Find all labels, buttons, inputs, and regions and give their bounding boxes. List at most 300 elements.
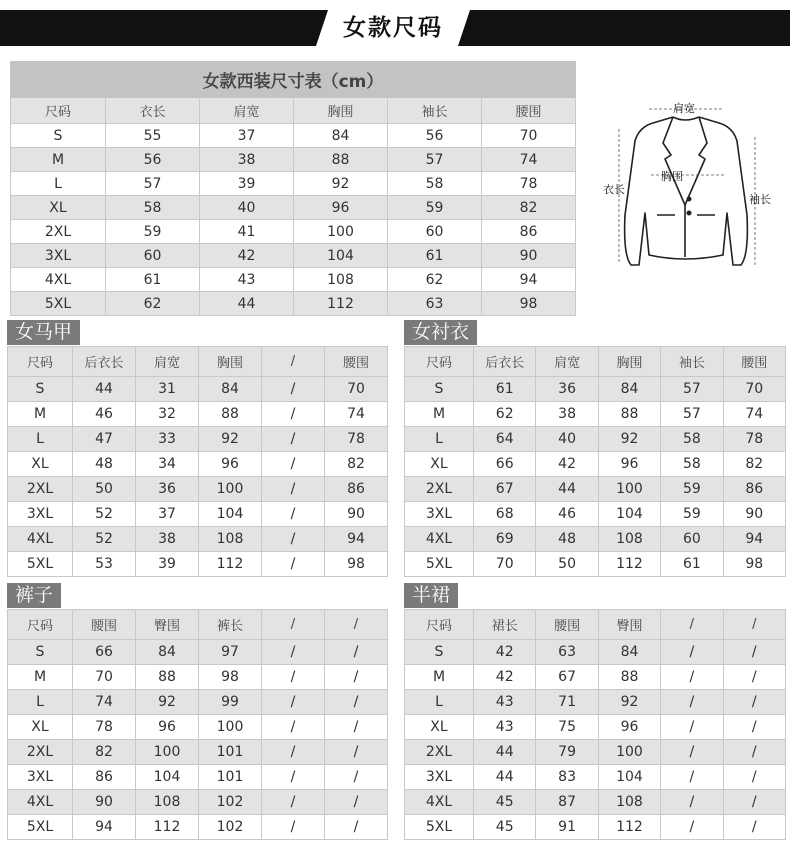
value-cell: 82 [723, 452, 785, 477]
value-cell: 75 [536, 715, 598, 740]
size-cell: 3XL [8, 765, 73, 790]
value-cell: / [661, 690, 723, 715]
column-header: / [262, 610, 325, 640]
value-cell: 97 [199, 640, 262, 665]
value-cell: / [661, 640, 723, 665]
value-cell: / [262, 740, 325, 765]
table-header-row [11, 98, 576, 124]
column-header: 尺码 [405, 610, 474, 640]
value-cell: / [723, 665, 785, 690]
value-cell: / [661, 765, 723, 790]
value-cell: 42 [474, 665, 536, 690]
value-cell: 90 [723, 502, 785, 527]
value-cell: 45 [474, 815, 536, 840]
size-cell: 2XL [8, 740, 73, 765]
banner-bar-right [458, 10, 790, 46]
column-header: / [661, 610, 723, 640]
size-cell: S [405, 640, 474, 665]
value-cell: 112 [136, 815, 199, 840]
column-header: 胸围 [294, 98, 388, 124]
column-header: / [723, 610, 785, 640]
value-cell: 100 [598, 477, 660, 502]
value-cell: 82 [325, 452, 388, 477]
value-cell: 31 [136, 377, 199, 402]
column-header: 袖长 [661, 347, 723, 377]
value-cell: 74 [723, 402, 785, 427]
value-cell: 58 [661, 452, 723, 477]
value-cell: 92 [136, 690, 199, 715]
column-header: 胸围 [199, 347, 262, 377]
value-cell: 98 [199, 665, 262, 690]
value-cell: 57 [106, 172, 200, 196]
suit-size-table [10, 61, 576, 316]
value-cell: 94 [325, 527, 388, 552]
value-cell: 61 [661, 552, 723, 577]
size-cell: 5XL [405, 552, 474, 577]
value-cell: 62 [388, 268, 482, 292]
column-header: 衣长 [106, 98, 200, 124]
table-row [8, 740, 388, 765]
value-cell: / [661, 740, 723, 765]
table-row [11, 172, 576, 196]
value-cell: 94 [73, 815, 136, 840]
value-cell: 100 [598, 740, 660, 765]
value-cell: 61 [106, 268, 200, 292]
value-cell: 112 [598, 815, 660, 840]
value-cell: 38 [536, 402, 598, 427]
column-header: 腰围 [73, 610, 136, 640]
value-cell: 59 [106, 220, 200, 244]
value-cell: 84 [598, 377, 660, 402]
table-row [8, 665, 388, 690]
value-cell: 50 [536, 552, 598, 577]
column-header: 胸围 [598, 347, 660, 377]
value-cell: 63 [536, 640, 598, 665]
value-cell: 104 [598, 502, 660, 527]
table-row [8, 452, 388, 477]
value-cell: / [723, 815, 785, 840]
value-cell: 100 [294, 220, 388, 244]
value-cell: 36 [136, 477, 199, 502]
value-cell: / [262, 552, 325, 577]
value-cell: 108 [294, 268, 388, 292]
value-cell: 104 [199, 502, 262, 527]
value-cell: 102 [199, 790, 262, 815]
shirt-size-table [404, 346, 786, 577]
size-cell: L [405, 427, 474, 452]
value-cell: 101 [199, 740, 262, 765]
size-cell: 2XL [11, 220, 106, 244]
value-cell: 100 [199, 477, 262, 502]
value-cell: 90 [73, 790, 136, 815]
size-cell: M [8, 402, 73, 427]
size-cell: 4XL [405, 527, 474, 552]
value-cell: / [262, 665, 325, 690]
table-row [405, 815, 786, 840]
value-cell: 104 [136, 765, 199, 790]
value-cell: 36 [536, 377, 598, 402]
table-row [8, 815, 388, 840]
value-cell: 78 [482, 172, 576, 196]
value-cell: 84 [136, 640, 199, 665]
value-cell: 42 [536, 452, 598, 477]
size-cell: 5XL [405, 815, 474, 840]
value-cell: / [661, 815, 723, 840]
table-row [11, 148, 576, 172]
column-header: 肩宽 [200, 98, 294, 124]
value-cell: 98 [325, 552, 388, 577]
table-header-row [8, 347, 388, 377]
value-cell: / [262, 527, 325, 552]
value-cell: 34 [136, 452, 199, 477]
value-cell: / [723, 740, 785, 765]
size-cell: 3XL [405, 502, 474, 527]
value-cell: 67 [536, 665, 598, 690]
value-cell: 96 [294, 196, 388, 220]
value-cell: 84 [294, 124, 388, 148]
value-cell: 52 [73, 527, 136, 552]
value-cell: 59 [661, 502, 723, 527]
size-cell: XL [8, 452, 73, 477]
value-cell: 37 [136, 502, 199, 527]
size-cell: 2XL [405, 477, 474, 502]
size-cell: 2XL [8, 477, 73, 502]
value-cell: / [325, 765, 388, 790]
diagram-label-chest: 胸围 [661, 170, 683, 183]
table-row [405, 715, 786, 740]
size-cell: 4XL [8, 527, 73, 552]
column-header: / [325, 610, 388, 640]
table-row [405, 790, 786, 815]
value-cell: 46 [536, 502, 598, 527]
value-cell: 56 [388, 124, 482, 148]
value-cell: 88 [136, 665, 199, 690]
value-cell: / [262, 452, 325, 477]
value-cell: 63 [388, 292, 482, 316]
value-cell: 88 [598, 402, 660, 427]
value-cell: / [723, 690, 785, 715]
vest-size-table [7, 346, 388, 577]
value-cell: 70 [325, 377, 388, 402]
column-header: 腰围 [325, 347, 388, 377]
table-header-row [8, 610, 388, 640]
size-cell: 5XL [11, 292, 106, 316]
value-cell: 58 [661, 427, 723, 452]
value-cell: / [262, 502, 325, 527]
value-cell: 58 [388, 172, 482, 196]
value-cell: 44 [536, 477, 598, 502]
column-header: 肩宽 [136, 347, 199, 377]
value-cell: 82 [482, 196, 576, 220]
column-header: 臀围 [136, 610, 199, 640]
value-cell: 86 [325, 477, 388, 502]
table-row [11, 268, 576, 292]
size-cell: XL [11, 196, 106, 220]
value-cell: 96 [598, 452, 660, 477]
value-cell: 42 [474, 640, 536, 665]
value-cell: 70 [73, 665, 136, 690]
value-cell: 96 [199, 452, 262, 477]
value-cell: 39 [200, 172, 294, 196]
value-cell: 99 [199, 690, 262, 715]
value-cell: 90 [325, 502, 388, 527]
value-cell: 66 [474, 452, 536, 477]
value-cell: 47 [73, 427, 136, 452]
value-cell: 38 [200, 148, 294, 172]
column-header: 后衣长 [474, 347, 536, 377]
table-row [405, 377, 786, 402]
value-cell: 94 [723, 527, 785, 552]
value-cell: 70 [482, 124, 576, 148]
column-header: 臀围 [598, 610, 660, 640]
value-cell: 108 [136, 790, 199, 815]
value-cell: 71 [536, 690, 598, 715]
value-cell: 96 [136, 715, 199, 740]
table-row [8, 427, 388, 452]
value-cell: / [325, 815, 388, 840]
column-header: 裤长 [199, 610, 262, 640]
value-cell: 78 [73, 715, 136, 740]
value-cell: 44 [474, 740, 536, 765]
size-cell: L [8, 690, 73, 715]
value-cell: 58 [106, 196, 200, 220]
value-cell: 94 [482, 268, 576, 292]
diagram-label-shoulder: 肩宽 [673, 102, 695, 115]
value-cell: 78 [723, 427, 785, 452]
column-header: 袖长 [388, 98, 482, 124]
value-cell: 44 [200, 292, 294, 316]
value-cell: 108 [598, 527, 660, 552]
table-header-row [405, 347, 786, 377]
value-cell: 82 [73, 740, 136, 765]
table-row [8, 477, 388, 502]
value-cell: 100 [136, 740, 199, 765]
value-cell: / [723, 715, 785, 740]
column-header: 裙长 [474, 610, 536, 640]
value-cell: 74 [73, 690, 136, 715]
column-header: 腰围 [723, 347, 785, 377]
value-cell: 74 [325, 402, 388, 427]
value-cell: 112 [598, 552, 660, 577]
value-cell: 98 [723, 552, 785, 577]
value-cell: 67 [474, 477, 536, 502]
value-cell: 86 [482, 220, 576, 244]
value-cell: 44 [474, 765, 536, 790]
value-cell: 62 [106, 292, 200, 316]
value-cell: 88 [598, 665, 660, 690]
column-header: 尺码 [11, 98, 106, 124]
table-row [405, 740, 786, 765]
skirt-size-table [404, 609, 786, 840]
suit-table-title: 女款西装尺寸表（cm） [11, 62, 576, 98]
value-cell: 32 [136, 402, 199, 427]
size-cell: M [8, 665, 73, 690]
table-row [405, 527, 786, 552]
value-cell: / [325, 640, 388, 665]
table-row [405, 640, 786, 665]
value-cell: / [262, 402, 325, 427]
value-cell: 69 [474, 527, 536, 552]
value-cell: 40 [200, 196, 294, 220]
shirt-section-tag: 女衬衣 [404, 320, 477, 345]
value-cell: / [325, 690, 388, 715]
value-cell: 43 [474, 715, 536, 740]
table-row [405, 690, 786, 715]
value-cell: 92 [598, 427, 660, 452]
value-cell: 59 [661, 477, 723, 502]
value-cell: 104 [598, 765, 660, 790]
column-header: 腰围 [536, 610, 598, 640]
table-row [405, 552, 786, 577]
size-cell: 5XL [8, 552, 73, 577]
value-cell: 38 [136, 527, 199, 552]
value-cell: / [262, 427, 325, 452]
diagram-label-sleeve: 袖长 [749, 193, 771, 206]
value-cell: 66 [73, 640, 136, 665]
table-header-row [405, 610, 786, 640]
value-cell: 62 [474, 402, 536, 427]
value-cell: 48 [73, 452, 136, 477]
table-row [8, 690, 388, 715]
size-cell: L [8, 427, 73, 452]
value-cell: 60 [106, 244, 200, 268]
size-cell: S [8, 377, 73, 402]
value-cell: / [262, 377, 325, 402]
size-cell: 3XL [11, 244, 106, 268]
table-row [8, 640, 388, 665]
column-header: / [262, 347, 325, 377]
table-row [405, 402, 786, 427]
size-cell: 5XL [8, 815, 73, 840]
column-header: 后衣长 [73, 347, 136, 377]
value-cell: 92 [199, 427, 262, 452]
pants-section-tag: 裤子 [7, 583, 61, 608]
table-row [8, 765, 388, 790]
size-cell: S [11, 124, 106, 148]
size-cell: XL [405, 715, 474, 740]
value-cell: 60 [661, 527, 723, 552]
value-cell: 86 [73, 765, 136, 790]
value-cell: 108 [598, 790, 660, 815]
value-cell: 41 [200, 220, 294, 244]
value-cell: 88 [199, 402, 262, 427]
value-cell: / [661, 715, 723, 740]
jacket-icon [605, 95, 780, 275]
column-header: 尺码 [8, 347, 73, 377]
value-cell: / [325, 665, 388, 690]
value-cell: 87 [536, 790, 598, 815]
value-cell: 64 [474, 427, 536, 452]
value-cell: 55 [106, 124, 200, 148]
table-row [8, 552, 388, 577]
value-cell: / [723, 640, 785, 665]
value-cell: 45 [474, 790, 536, 815]
value-cell: 61 [474, 377, 536, 402]
jacket-diagram [605, 95, 780, 275]
value-cell: 60 [388, 220, 482, 244]
table-row [405, 765, 786, 790]
value-cell: / [262, 715, 325, 740]
value-cell: 108 [199, 527, 262, 552]
value-cell: 42 [200, 244, 294, 268]
table-row [11, 124, 576, 148]
value-cell: 102 [199, 815, 262, 840]
table-row [405, 502, 786, 527]
value-cell: / [262, 815, 325, 840]
size-cell: L [11, 172, 106, 196]
value-cell: 86 [723, 477, 785, 502]
value-cell: 91 [536, 815, 598, 840]
value-cell: 92 [598, 690, 660, 715]
page-banner [0, 10, 790, 46]
value-cell: 112 [199, 552, 262, 577]
value-cell: 57 [388, 148, 482, 172]
value-cell: 104 [294, 244, 388, 268]
value-cell: / [325, 740, 388, 765]
value-cell: 57 [661, 402, 723, 427]
column-header: 尺码 [405, 347, 474, 377]
value-cell: 100 [199, 715, 262, 740]
value-cell: 37 [200, 124, 294, 148]
value-cell: 68 [474, 502, 536, 527]
banner-bar-left [0, 10, 328, 46]
value-cell: 39 [136, 552, 199, 577]
table-row [8, 502, 388, 527]
value-cell: 70 [474, 552, 536, 577]
value-cell: / [325, 790, 388, 815]
size-cell: 4XL [405, 790, 474, 815]
value-cell: 84 [199, 377, 262, 402]
table-row [11, 220, 576, 244]
size-cell: 3XL [8, 502, 73, 527]
value-cell: / [723, 790, 785, 815]
column-header: 尺码 [8, 610, 73, 640]
value-cell: 83 [536, 765, 598, 790]
size-cell: 4XL [11, 268, 106, 292]
column-header: 腰围 [482, 98, 576, 124]
value-cell: 92 [294, 172, 388, 196]
table-row [11, 292, 576, 316]
value-cell: 78 [325, 427, 388, 452]
skirt-section-tag: 半裙 [404, 583, 458, 608]
value-cell: 88 [294, 148, 388, 172]
value-cell: 43 [200, 268, 294, 292]
value-cell: / [723, 765, 785, 790]
value-cell: 70 [723, 377, 785, 402]
table-row [405, 665, 786, 690]
value-cell: 96 [598, 715, 660, 740]
table-row [405, 427, 786, 452]
size-cell: M [11, 148, 106, 172]
value-cell: 40 [536, 427, 598, 452]
value-cell: / [262, 640, 325, 665]
value-cell: 90 [482, 244, 576, 268]
value-cell: 61 [388, 244, 482, 268]
diagram-label-length: 衣长 [603, 183, 625, 196]
size-cell: XL [405, 452, 474, 477]
vest-section-tag: 女马甲 [7, 320, 80, 345]
pants-size-table [7, 609, 388, 840]
value-cell: / [262, 690, 325, 715]
table-row [11, 196, 576, 220]
size-cell: S [8, 640, 73, 665]
table-row [8, 715, 388, 740]
size-cell: 4XL [8, 790, 73, 815]
size-cell: S [405, 377, 474, 402]
value-cell: / [661, 790, 723, 815]
value-cell: 84 [598, 640, 660, 665]
value-cell: / [661, 665, 723, 690]
